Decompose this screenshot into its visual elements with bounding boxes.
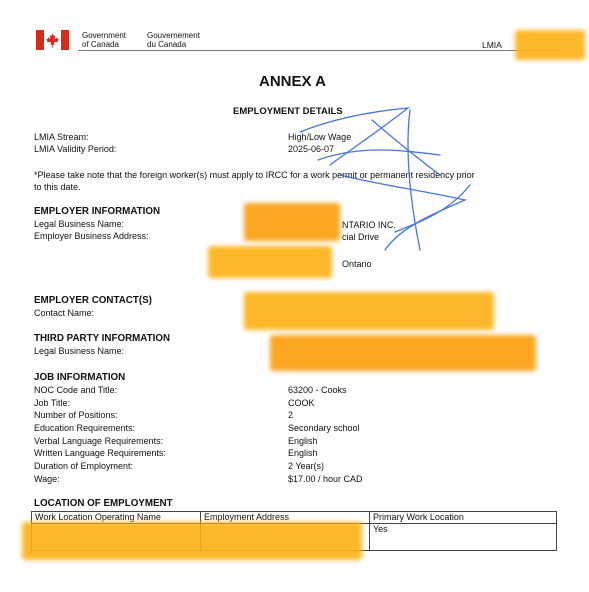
duration-value: 2 Year(s): [288, 461, 325, 471]
written-language-label: Written Language Requirements:: [34, 448, 166, 458]
lmia-number-label: LMIA: [482, 40, 502, 50]
employer-contacts-heading: EMPLOYER CONTACT(S): [34, 295, 152, 306]
noc-value: 63200 - Cooks: [288, 385, 347, 395]
third-party-heading: THIRD PARTY INFORMATION: [34, 333, 171, 344]
employer-address-line2: Ontario: [342, 259, 372, 269]
employer-address-line1: cial Drive: [342, 232, 380, 242]
gov-fr-line1: Gouvernement: [147, 31, 200, 40]
redaction-contact-name: [244, 292, 494, 330]
education-value: Secondary school: [288, 423, 360, 433]
wage-label: Wage:: [34, 474, 60, 484]
lmia-validity-value: 2025-06-07: [288, 144, 335, 154]
gov-en-line2: of Canada: [82, 40, 119, 49]
lmia-stream-label: LMIA Stream:: [34, 132, 89, 142]
job-title-value: COOK: [288, 398, 315, 408]
notice-line1: *Please take note that the foreign worker(s) must apply to IRCC for a work permit or permanent residency prior: [34, 170, 475, 180]
gov-en-line1: Government: [82, 31, 127, 40]
contact-name-label: Contact Name:: [34, 308, 95, 318]
positions-value: 2: [288, 410, 294, 420]
positions-label: Number of Positions:: [34, 410, 118, 420]
employer-address-label: Employer Business Address:: [34, 231, 149, 241]
redaction-third-party-name: [270, 335, 536, 371]
legal-business-name-value: NTARIO INC.: [342, 220, 396, 230]
location-heading: LOCATION OF EMPLOYMENT: [34, 498, 173, 509]
lmia-validity-label: LMIA Validity Period:: [34, 144, 117, 154]
annex-title: ANNEX A: [259, 73, 326, 90]
legal-business-name-label: Legal Business Name:: [34, 219, 125, 229]
redaction-employer-address: [208, 246, 332, 278]
written-language-value: English: [288, 448, 318, 458]
col-primary-location: Primary Work Location: [370, 512, 557, 524]
lmia-stream-value: High/Low Wage: [288, 132, 352, 142]
notice-line2: to this date.: [34, 181, 81, 192]
employer-info-heading: EMPLOYER INFORMATION: [34, 206, 161, 217]
noc-label: NOC Code and Title:: [34, 385, 118, 395]
wage-value: $17.00 / hour CAD: [288, 474, 363, 484]
education-label: Education Requirements:: [34, 423, 136, 433]
employment-details-subtitle: EMPLOYMENT DETAILS: [233, 106, 343, 117]
redaction-lmia-number: [515, 30, 585, 60]
redaction-location-row: [22, 522, 362, 560]
third-party-name-label: Legal Business Name:: [34, 346, 125, 356]
job-info-heading: JOB INFORMATION: [34, 372, 126, 383]
verbal-language-value: English: [288, 436, 318, 446]
col-employment-address: Employment Address: [201, 512, 370, 524]
redaction-employer-name: [244, 203, 340, 241]
duration-label: Duration of Employment:: [34, 461, 134, 471]
col-operating-name: Work Location Operating Name: [32, 512, 201, 524]
job-title-label: Job Title:: [34, 398, 71, 408]
cell-primary-location: Yes: [370, 524, 557, 551]
gov-fr-line2: du Canada: [147, 40, 187, 49]
verbal-language-label: Verbal Language Requirements:: [34, 436, 164, 446]
